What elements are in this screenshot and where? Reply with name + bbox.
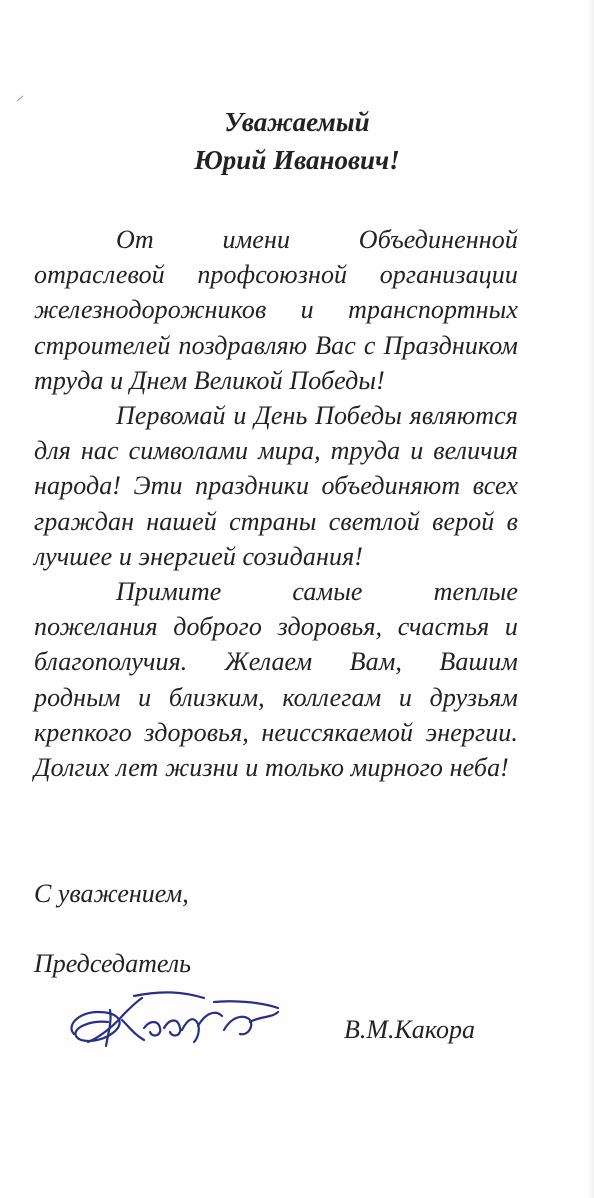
letter-paragraph-1: От имени Объединенной отраслевой профсоюзной организации железнодорожников и транспортных строителей поздравляю Вас с Праздником труда и Днем Великой Победы! [34, 225, 518, 395]
letter-paragraph-3: Примите самые теплые пожелания доброго здоровья, счастья и благополучия. Желаем Вам, Вашим родным и близким, коллегам и друзьям крепкого здоровья, неиссякаемой энергии. Долгих лет жизни и только мирного неба! [34, 577, 518, 783]
sender-name: В.М.Какора [344, 1015, 475, 1044]
scan-mark [17, 96, 24, 102]
letter-closing: С уважением, [34, 879, 189, 908]
greeting-line-2: Юрий Иванович! [194, 145, 400, 175]
sender-title: Председатель [34, 949, 191, 978]
greeting-line-1: Уважаемый [224, 107, 370, 137]
page-edge-shadow [588, 0, 594, 1198]
letter-paragraph-2: Первомай и День Победы являются для нас символами мира, труда и величия народа! Эти праздники объединяют всех граждан нашей страны светлой верой в лучшее и энергией созидания! [34, 401, 518, 571]
letter-greeting [0, 103, 594, 179]
handwritten-signature [64, 982, 294, 1064]
letter-body [34, 222, 518, 785]
